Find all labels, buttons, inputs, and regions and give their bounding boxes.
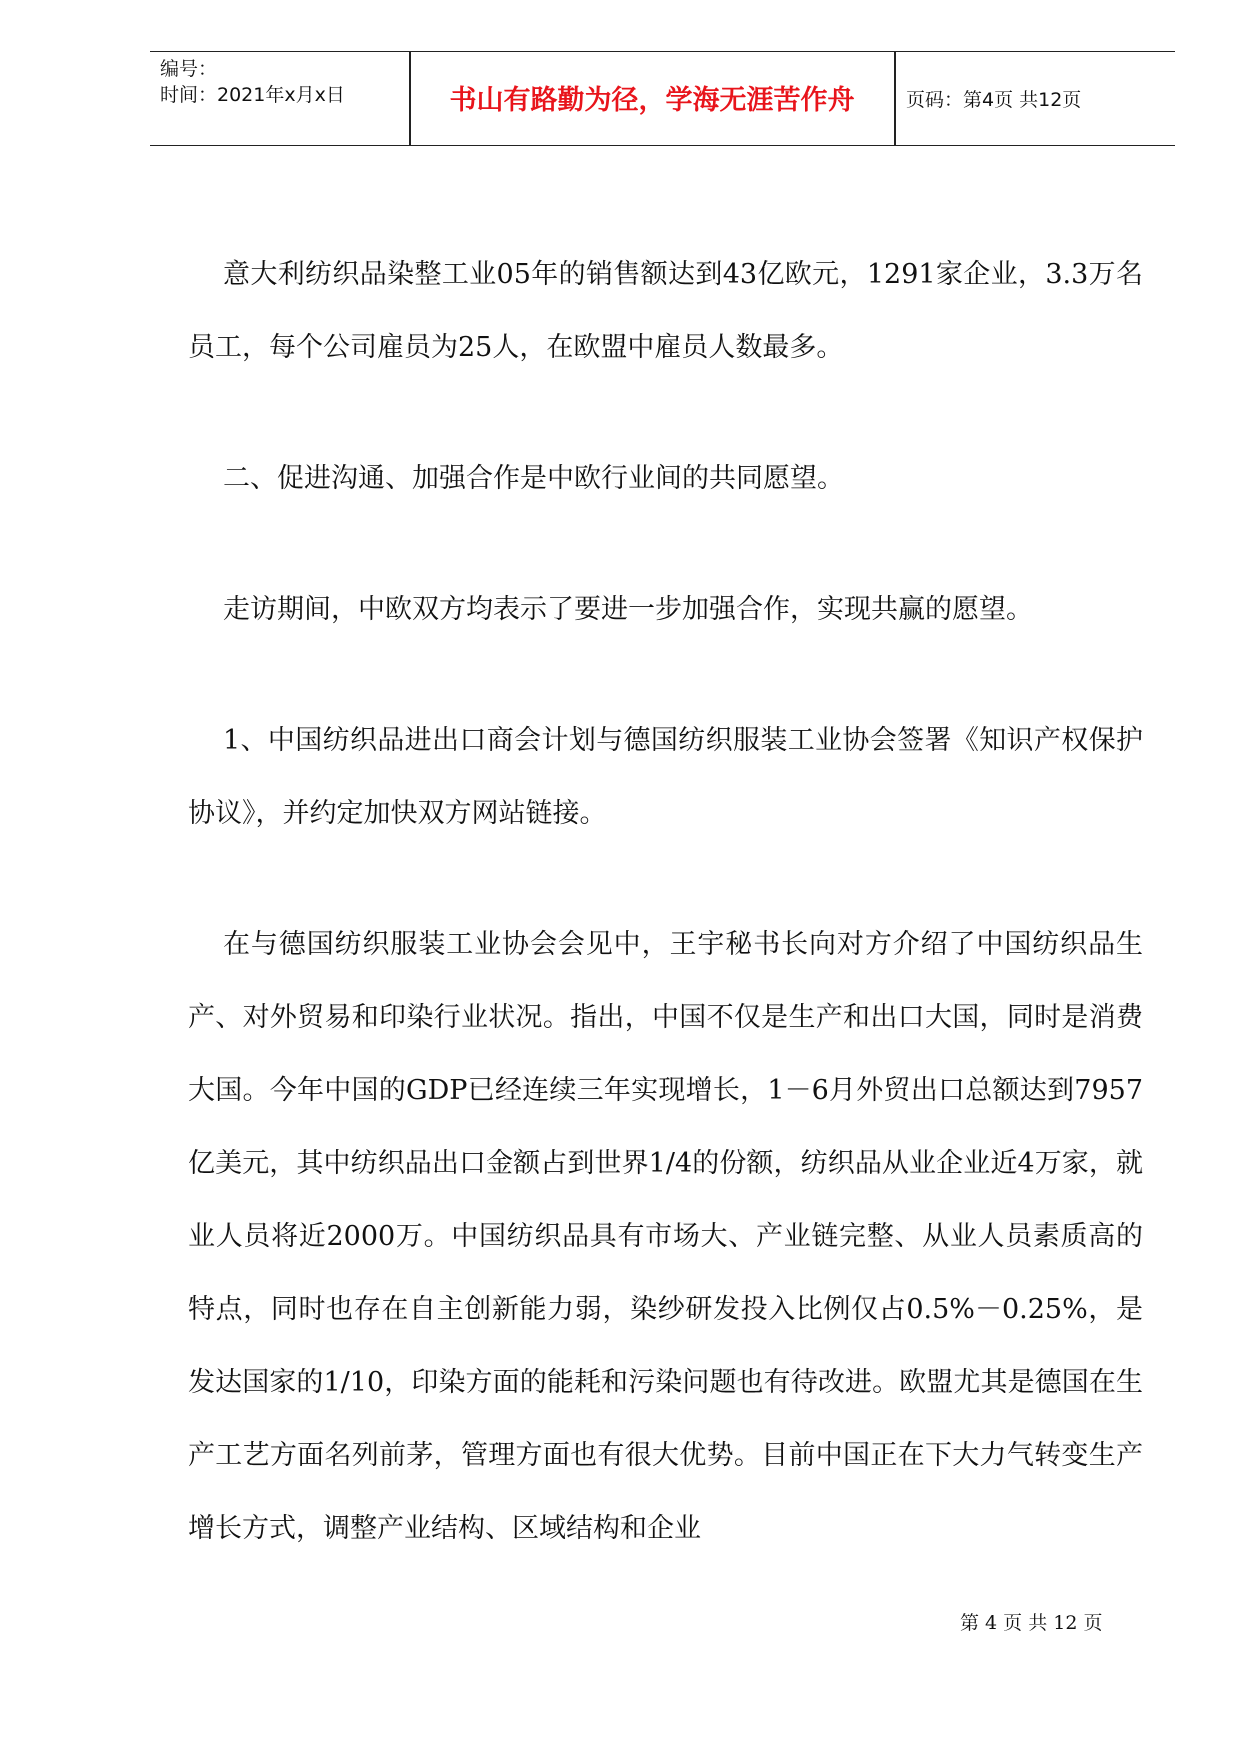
list-item: 1、中国纺织品进出口商会计划与德国纺织服装工业协会签署《知识产权保护协议》，并约定加快双方网站链接。 [188,725,1143,829]
number-label: 编号： [160,58,218,80]
paragraph: 在与德国纺织服装工业协会会见中，王宇秘书长向对方介绍了中国纺织品生产、对外贸易和印染行业状况。指出，中国不仅是生产和出口大国，同时是消费大国。今年中国的GDP已经连续三年实现增长，1－6月外贸出口总额达到7957亿美元，其中纺织品出口金额占到世界1/4的份额，纺织品从业企业近4万家，就业人员将近2000万。中国纺织品具有市场大、产业链完整、从业人员素质高的特点，同时也存在自主创新能力弱，染纱研发投入比例仅占0.5%－0.25%，是发达国家的1/10，印染方面的能耗和污染问题也有待改进。欧盟尤其是德国在生产工艺方面名列前茅，管理方面也有很大优势。目前中国正在下大力气转变生产增长方式，调整产业结构、区域结构和企业 [188,929,1143,1544]
paragraph: 意大利纺织品染整工业05年的销售额达到43亿欧元，1291家企业，3.3万名员工，每个公司雇员为25人，在欧盟中雇员人数最多。 [188,259,1143,363]
header-meta [160,56,410,108]
section-heading: 二、促进沟通、加强合作是中欧行业间的共同愿望。 [223,463,844,494]
paragraph: 走访期间，中欧双方均表示了要进一步加强合作，实现共赢的愿望。 [223,594,1033,625]
document-body [188,238,1143,1565]
header-motto: 书山有路勤为径，学海无涯苦作舟 [449,85,855,116]
time-label: 时间：2021年x月x日 [160,84,345,106]
header-divider [894,52,896,145]
header-page-info: 页码：第4页 共12页 [906,89,1082,111]
page-footer: 第 4 页 共 12 页 [960,1612,1103,1634]
header-divider [409,52,411,145]
page-header [150,51,1175,146]
